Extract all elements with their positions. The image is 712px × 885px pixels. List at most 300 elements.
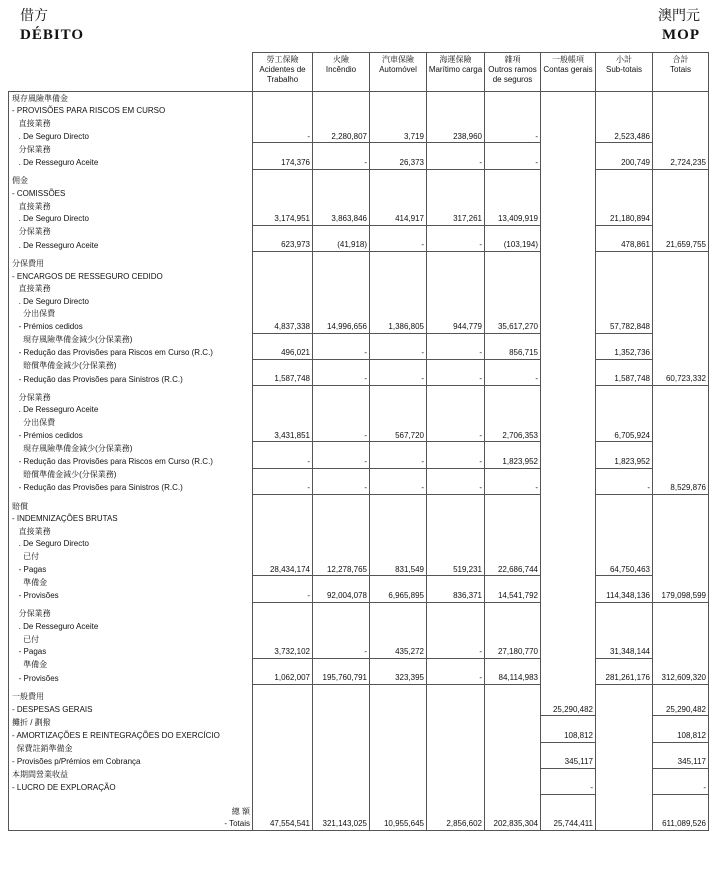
value-cell [313, 512, 370, 525]
value-cell [653, 525, 709, 538]
value-cell [313, 742, 370, 755]
column-header-pt: Outros ramos de seguros [488, 65, 537, 84]
value-cell [253, 257, 313, 270]
value-cell [541, 156, 596, 169]
row-label: 現存風險準備金 [9, 92, 253, 105]
value-cell [427, 729, 485, 742]
value-cell [541, 768, 596, 781]
value-cell [653, 768, 709, 781]
value-cell [427, 805, 485, 818]
value-cell: - [370, 481, 427, 494]
value-cell [313, 576, 370, 589]
value-cell: 2,856,602 [427, 817, 485, 830]
value-cell [427, 282, 485, 295]
value-cell: 1,352,736 [596, 346, 653, 359]
table-row [9, 550, 709, 563]
value-cell [596, 658, 653, 671]
debit-table [8, 52, 709, 831]
column-header-pt: Totais [670, 65, 691, 74]
table-row [9, 416, 709, 429]
value-cell [370, 143, 427, 156]
value-cell [370, 105, 427, 118]
value-cell [485, 333, 541, 346]
column-header-pt: Incêndio [325, 65, 357, 74]
value-cell [370, 768, 427, 781]
value-cell [596, 576, 653, 589]
value-cell [485, 92, 541, 105]
value-cell: - [370, 239, 427, 252]
value-cell: 47,554,541 [253, 817, 313, 830]
value-cell: 435,272 [370, 645, 427, 658]
table-row [9, 658, 709, 671]
value-cell [541, 563, 596, 576]
row-label: - Provisões p/Prémios em Cobrança [9, 755, 253, 768]
value-cell [253, 295, 313, 308]
value-cell [485, 359, 541, 372]
value-cell [653, 117, 709, 130]
value-cell: 3,719 [370, 130, 427, 143]
table-row [9, 742, 709, 755]
table-row [9, 729, 709, 742]
value-cell [253, 117, 313, 130]
table-row [9, 768, 709, 781]
value-cell: 14,996,656 [313, 320, 370, 333]
row-label: 分出保費 [9, 308, 253, 321]
value-cell: - [596, 481, 653, 494]
value-cell [485, 805, 541, 818]
value-cell [427, 308, 485, 321]
table-row [9, 391, 709, 404]
value-cell: 831,549 [370, 563, 427, 576]
value-cell [653, 608, 709, 621]
table-row [9, 333, 709, 346]
value-cell: 6,705,924 [596, 429, 653, 442]
value-cell [653, 200, 709, 213]
value-cell [427, 500, 485, 513]
value-cell [253, 525, 313, 538]
row-label: 賠償準備金減少(分保業務) [9, 359, 253, 372]
row-label: - Prémios cedidos [9, 429, 253, 442]
table-row [9, 589, 709, 602]
table-row [9, 690, 709, 703]
table-row [9, 130, 709, 143]
column-header [485, 53, 541, 92]
value-cell: (103,194) [485, 239, 541, 252]
value-cell [541, 429, 596, 442]
value-cell [313, 295, 370, 308]
row-label: - PROVISÕES PARA RISCOS EM CURSO [9, 105, 253, 118]
value-cell [313, 200, 370, 213]
table-row [9, 538, 709, 551]
value-cell [427, 742, 485, 755]
value-cell [313, 92, 370, 105]
column-header [427, 53, 485, 92]
table-row [9, 295, 709, 308]
value-cell: 84,114,983 [485, 672, 541, 685]
value-cell: - [427, 672, 485, 685]
value-cell: 345,117 [653, 755, 709, 768]
value-cell [485, 270, 541, 283]
value-cell [370, 404, 427, 417]
row-label: 本期間營業收益 [9, 768, 253, 781]
value-cell [541, 320, 596, 333]
table-row [9, 500, 709, 513]
value-cell [596, 308, 653, 321]
value-cell [253, 442, 313, 455]
table-row [9, 755, 709, 768]
value-cell [485, 500, 541, 513]
value-cell [541, 257, 596, 270]
value-cell [313, 270, 370, 283]
value-cell [541, 105, 596, 118]
column-header-zh: 雜項 [504, 55, 521, 64]
value-cell [596, 270, 653, 283]
row-label: - Provisões [9, 672, 253, 685]
value-cell [541, 359, 596, 372]
value-cell: 200,749 [596, 156, 653, 169]
table-row [9, 346, 709, 359]
value-cell: - [485, 130, 541, 143]
value-cell [485, 755, 541, 768]
value-cell: 519,231 [427, 563, 485, 576]
value-cell [485, 768, 541, 781]
value-cell [653, 143, 709, 156]
value-cell [427, 442, 485, 455]
value-cell [427, 716, 485, 729]
value-cell [313, 175, 370, 188]
value-cell [370, 538, 427, 551]
value-cell [427, 538, 485, 551]
value-cell: - [313, 481, 370, 494]
value-cell [253, 92, 313, 105]
value-cell [653, 645, 709, 658]
value-cell [596, 608, 653, 621]
value-cell [596, 690, 653, 703]
value-cell [370, 729, 427, 742]
value-cell [313, 716, 370, 729]
value-cell [313, 768, 370, 781]
value-cell: - [370, 372, 427, 385]
value-cell [313, 105, 370, 118]
value-cell [253, 755, 313, 768]
row-label: - Pagas [9, 563, 253, 576]
value-cell [541, 346, 596, 359]
value-cell [541, 404, 596, 417]
value-cell [485, 658, 541, 671]
row-label: - INDEMNIZAÇÕES BRUTAS [9, 512, 253, 525]
value-cell [485, 538, 541, 551]
value-cell [253, 512, 313, 525]
value-cell [253, 500, 313, 513]
value-cell [596, 442, 653, 455]
value-cell: 3,863,846 [313, 212, 370, 225]
value-cell: 8,529,876 [653, 481, 709, 494]
value-cell [253, 175, 313, 188]
value-cell [370, 658, 427, 671]
value-cell: 496,021 [253, 346, 313, 359]
value-cell [370, 716, 427, 729]
value-cell: 2,523,486 [596, 130, 653, 143]
value-cell [313, 404, 370, 417]
value-cell [653, 270, 709, 283]
value-cell: - [313, 429, 370, 442]
value-cell [541, 538, 596, 551]
row-label: - Provisões [9, 589, 253, 602]
table-row [9, 468, 709, 481]
value-cell: 22,686,744 [485, 563, 541, 576]
value-cell [313, 187, 370, 200]
value-cell [253, 690, 313, 703]
value-cell: - [485, 372, 541, 385]
value-cell [596, 742, 653, 755]
value-cell [653, 468, 709, 481]
debit-header-zh: 借方 [20, 9, 48, 24]
value-cell [653, 742, 709, 755]
value-cell [653, 282, 709, 295]
value-cell [541, 742, 596, 755]
value-cell [653, 658, 709, 671]
value-cell: 10,955,645 [370, 817, 427, 830]
table-row [9, 563, 709, 576]
value-cell [541, 589, 596, 602]
value-cell [253, 468, 313, 481]
row-label: . De Resseguro Aceite [9, 620, 253, 633]
value-cell: 1,386,805 [370, 320, 427, 333]
value-cell [313, 608, 370, 621]
value-cell [313, 729, 370, 742]
value-cell: 108,812 [653, 729, 709, 742]
row-label: 賠償 [9, 500, 253, 513]
value-cell: 238,960 [427, 130, 485, 143]
value-cell [313, 391, 370, 404]
row-label: - COMISSÕES [9, 187, 253, 200]
value-cell: 12,278,765 [313, 563, 370, 576]
value-cell [427, 175, 485, 188]
table-row [9, 308, 709, 321]
table-row [9, 455, 709, 468]
value-cell [596, 282, 653, 295]
value-cell: 14,541,792 [485, 589, 541, 602]
value-cell: 1,062,007 [253, 672, 313, 685]
row-label: 準備金 [9, 576, 253, 589]
value-cell [653, 512, 709, 525]
value-cell [313, 333, 370, 346]
value-cell [253, 742, 313, 755]
value-cell [653, 500, 709, 513]
value-cell [596, 468, 653, 481]
value-cell [370, 257, 427, 270]
value-cell [427, 391, 485, 404]
row-label: - Prémios cedidos [9, 320, 253, 333]
value-cell [653, 690, 709, 703]
value-cell [653, 130, 709, 143]
row-label: 準備金 [9, 658, 253, 671]
value-cell [427, 512, 485, 525]
value-cell [370, 225, 427, 238]
table-row [9, 92, 709, 105]
value-cell [596, 225, 653, 238]
value-cell [653, 257, 709, 270]
value-cell [427, 468, 485, 481]
value-cell [596, 187, 653, 200]
value-cell: 26,373 [370, 156, 427, 169]
value-cell [541, 200, 596, 213]
value-cell [485, 716, 541, 729]
value-cell [427, 608, 485, 621]
value-cell [596, 416, 653, 429]
value-cell [541, 308, 596, 321]
value-cell [653, 563, 709, 576]
value-cell [313, 550, 370, 563]
row-label: - Pagas [9, 645, 253, 658]
value-cell [653, 391, 709, 404]
row-label: - Redução das Provisões para Sinistros (R.C.) [9, 481, 253, 494]
value-cell [313, 633, 370, 646]
value-cell [541, 130, 596, 143]
value-cell [541, 525, 596, 538]
column-header [541, 53, 596, 92]
value-cell [596, 633, 653, 646]
value-cell: - [253, 481, 313, 494]
row-label: 分保費用 [9, 257, 253, 270]
value-cell [313, 690, 370, 703]
value-cell [653, 346, 709, 359]
value-cell: 64,750,463 [596, 563, 653, 576]
value-cell [427, 576, 485, 589]
value-cell [313, 442, 370, 455]
value-cell: - [370, 346, 427, 359]
value-cell [427, 781, 485, 794]
value-cell [541, 658, 596, 671]
value-cell [427, 187, 485, 200]
column-header-zh: 汽車保險 [382, 55, 414, 64]
value-cell [427, 257, 485, 270]
row-label: 分保業務 [9, 225, 253, 238]
value-cell: 179,098,599 [653, 589, 709, 602]
row-label: . De Resseguro Aceite [9, 156, 253, 169]
column-header-zh: 小計 [616, 55, 632, 64]
value-cell: - [313, 645, 370, 658]
table-row [9, 817, 709, 830]
value-cell [541, 620, 596, 633]
value-cell [313, 308, 370, 321]
row-label: 直接業務 [9, 117, 253, 130]
value-cell: 13,409,919 [485, 212, 541, 225]
value-cell [485, 143, 541, 156]
value-cell [427, 690, 485, 703]
value-cell: 25,744,411 [541, 817, 596, 830]
table-row [9, 117, 709, 130]
table-row [9, 633, 709, 646]
value-cell [596, 200, 653, 213]
row-label: 總 額 [9, 805, 253, 818]
value-cell [541, 645, 596, 658]
value-cell [253, 620, 313, 633]
value-cell [313, 359, 370, 372]
table-row [9, 404, 709, 417]
value-cell [541, 117, 596, 130]
value-cell: 856,715 [485, 346, 541, 359]
value-cell [541, 175, 596, 188]
table-row [9, 320, 709, 333]
value-cell [253, 608, 313, 621]
value-cell [653, 225, 709, 238]
column-header-pt: Sub-totais [605, 65, 643, 74]
debit-header [20, 8, 84, 44]
value-cell [253, 768, 313, 781]
table-row [9, 672, 709, 685]
value-cell [370, 308, 427, 321]
value-cell [253, 105, 313, 118]
value-cell: 1,823,952 [596, 455, 653, 468]
value-cell [596, 257, 653, 270]
value-cell: 611,089,526 [653, 817, 709, 830]
value-cell: - [370, 455, 427, 468]
value-cell [653, 212, 709, 225]
value-cell [485, 525, 541, 538]
value-cell [485, 257, 541, 270]
value-cell: - [427, 429, 485, 442]
value-cell [596, 105, 653, 118]
value-cell [427, 143, 485, 156]
value-cell [313, 117, 370, 130]
value-cell [541, 550, 596, 563]
value-cell [313, 805, 370, 818]
value-cell [427, 295, 485, 308]
row-label: 現存風險準備金減少(分保業務) [9, 333, 253, 346]
value-cell [541, 805, 596, 818]
table-row [9, 645, 709, 658]
header-blank-cell [9, 53, 253, 92]
value-cell: - [313, 372, 370, 385]
value-cell: 21,659,755 [653, 239, 709, 252]
table-row [9, 225, 709, 238]
value-cell [427, 768, 485, 781]
value-cell [253, 658, 313, 671]
value-cell [370, 620, 427, 633]
value-cell [653, 416, 709, 429]
row-label: - LUCRO DE EXPLORAÇÃO [9, 781, 253, 794]
row-label: 已付 [9, 550, 253, 563]
debit-header-pt: DÉBITO [20, 27, 85, 43]
column-header [596, 53, 653, 92]
value-cell: 2,724,235 [653, 156, 709, 169]
value-cell [427, 359, 485, 372]
value-cell [596, 620, 653, 633]
value-cell [313, 525, 370, 538]
row-label: 賠償準備金減少(分保業務) [9, 468, 253, 481]
value-cell: - [427, 239, 485, 252]
row-label: . De Resseguro Aceite [9, 404, 253, 417]
value-cell [596, 781, 653, 794]
value-cell [253, 200, 313, 213]
value-cell [653, 805, 709, 818]
row-label: 攤折 / 劃撥 [9, 716, 253, 729]
table-row [9, 270, 709, 283]
row-label: - Redução das Provisões para Sinistros (R.C.) [9, 372, 253, 385]
value-cell [313, 658, 370, 671]
value-cell: 25,290,482 [653, 703, 709, 716]
value-cell [370, 270, 427, 283]
value-cell [596, 805, 653, 818]
value-cell [596, 550, 653, 563]
value-cell [253, 550, 313, 563]
value-cell [370, 550, 427, 563]
value-cell: 317,261 [427, 212, 485, 225]
value-cell: - [313, 156, 370, 169]
column-header-zh: 合計 [672, 55, 689, 64]
value-cell [596, 404, 653, 417]
